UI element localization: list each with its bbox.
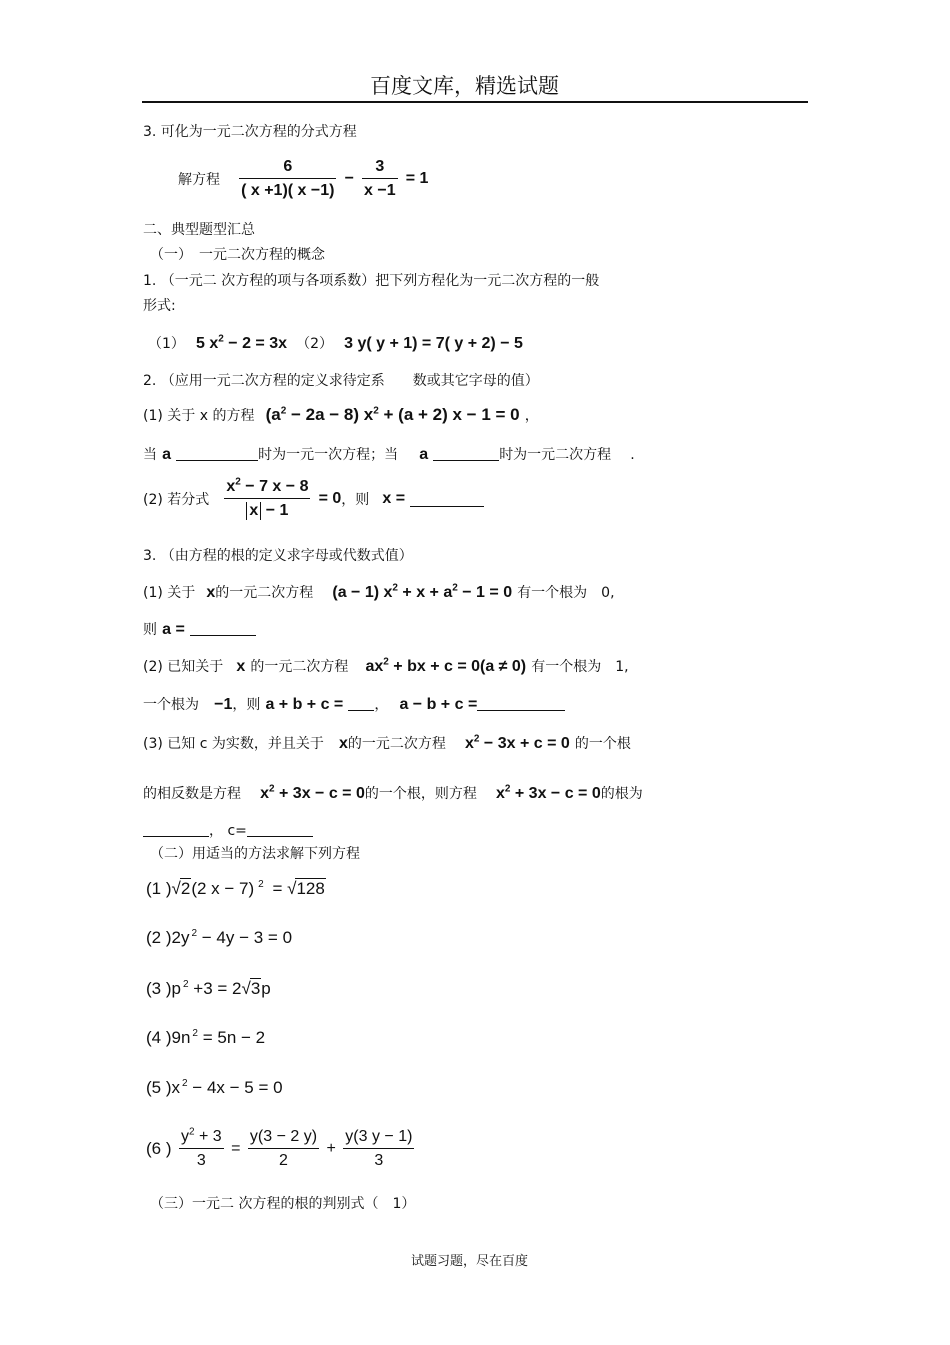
q3-part2-tail: 有一个根为 1, [531, 659, 629, 675]
q3-part3-l2b: 的一个根，则方程 [364, 786, 477, 802]
q3-part2-blank-2[interactable] [477, 696, 565, 711]
equation-2: (2 )2y $^2$ − 4y − 3 = 0 [146, 928, 293, 947]
q2-blank-linear[interactable] [176, 446, 258, 461]
q2-part2-blank[interactable] [410, 492, 484, 507]
q3-part3-answers [143, 820, 313, 840]
s3-equation [178, 158, 428, 200]
equation-5: (5 )x $^2$ − 4x − 5 = 0 [146, 1078, 283, 1097]
q2-heading: 2. （应用一元二次方程的定义求待定系 数或其它字母的值） [143, 373, 539, 389]
q3-part3-equation-3: $x^2 + 3x - c = 0$ [495, 783, 601, 802]
eq6-plus: + [326, 1140, 336, 1157]
q2-part1-equation: $(a^2 - 2a - 8) x^2 + (a + 2) x - 1 = 0$ [265, 405, 520, 424]
q3-part2-l2a: 一个根为 [143, 697, 199, 713]
equation-4: (4 )9n $^2$ = 5n − 2 [146, 1028, 266, 1047]
eq6-fraction-3: $\frac{y(3 y - 1)}{3}$ [345, 1128, 413, 1169]
q3-part3-l2a: 的相反数是方程 [143, 786, 241, 802]
q1-part1-label: （1） [148, 336, 185, 352]
q3-part2-l2b: ，则 [232, 697, 261, 713]
eq1-term: (2 x − 7) [191, 879, 255, 898]
q1-eq1: 5 $x^2 - 2 = 3x$ [196, 333, 287, 352]
q2-part2-eq-zero: = 0 [318, 490, 342, 507]
eq6-equals: = [231, 1140, 241, 1157]
q3-part3-l2c: 的根为 [600, 786, 643, 802]
equation-6 [146, 1128, 417, 1170]
q3-part3-equation-2: $x^2 + 3x - c = 0$ [260, 783, 365, 802]
q3-part3-mid: 的一元二次方程 [347, 736, 446, 752]
eq4-index: (4 ) [146, 1028, 172, 1047]
q3-part1-tail: 有一个根为 0, [517, 585, 615, 601]
s3-rhs: = 1 [405, 170, 429, 187]
q3-part2 [143, 656, 629, 676]
header-rule [142, 101, 808, 103]
q3-part1-label: (1) 关于 [143, 585, 196, 601]
q2-part1-tail: ， [524, 408, 539, 424]
q2-text-linear: 时为一元一次方程；当 [258, 447, 399, 463]
q3-part1-x: x [206, 584, 216, 601]
q2-part2-num: $x^2 - 7$ x − 8 [226, 476, 309, 495]
q3-part1 [143, 582, 615, 602]
eq5-index: (5 ) [146, 1078, 172, 1097]
page-header-title: 百度文库，精选试题 [370, 74, 559, 98]
eq1-index: (1 ) [146, 879, 172, 898]
eq6-fraction-1: $\frac{y^2 + 3}{3}$ [180, 1126, 222, 1169]
q3-part3-tail: 的一个根 [574, 736, 631, 752]
q3-part2-blank-1[interactable] [348, 696, 374, 711]
q2-part2-ze: ，则 [341, 492, 370, 508]
equation-1: (1 )√2(2 x − 7) $^2$ = √128 [146, 879, 325, 898]
section-3-heading: 3. 可化为一元二次方程的分式方程 [143, 124, 357, 140]
q1-line-2: 形式: [143, 298, 176, 314]
s3-minus: − [344, 170, 354, 187]
q2-a-1: a [162, 446, 171, 463]
q1-eq2: 3 y( y + 1) = 7( y + 2) − 5 [344, 335, 523, 352]
eq1-sqrt-2: √2 [171, 879, 191, 898]
s3-frac2-den: x −1 [362, 178, 398, 200]
subsection-2-heading: （二）用适当的方法求解下列方程 [150, 846, 360, 862]
s3-frac1-den: ( x +1)( x −1) [239, 178, 336, 200]
q2-dang-1: 当 [143, 447, 157, 463]
q3-part1-answer [143, 619, 256, 639]
eq2-index: (2 ) [146, 928, 172, 947]
s3-frac1-num: 6 [283, 158, 293, 175]
q2-part2 [143, 478, 484, 520]
q2-part1-label: (1) 关于 x 的方程 [143, 408, 255, 424]
q2-part2-x: x = [382, 490, 406, 507]
q2-part1-answer-line [143, 444, 635, 464]
s3-fraction-1 [239, 158, 336, 200]
q3-part3-line2 [143, 783, 643, 803]
page-footer-text: 试题习题，尽在百度 [411, 1254, 529, 1269]
q2-part2-den: x − 1 [224, 498, 310, 520]
q3-part3-x: x [338, 735, 348, 752]
q3-part3-label: (3) 已知 c 为实数，并且关于 [143, 736, 324, 752]
eq6-fraction-2: $\frac{y(3 - 2 y)}{2}$ [249, 1128, 318, 1169]
subsection-1-heading: （一） 一元二次方程的概念 [150, 247, 325, 263]
q1-line-1: 1. （一元二 次方程的项与各项系数）把下列方程化为一元二次方程的一般 [143, 273, 600, 289]
q2-part2-label: (2) 若分式 [143, 492, 210, 508]
eq6-index: (6 ) [146, 1139, 172, 1158]
eq3-sqrt-3: √3 [241, 979, 261, 998]
q3-part1-a-eq: a = [162, 621, 185, 638]
eq1-equals: = [272, 879, 283, 898]
q2-blank-quadratic[interactable] [433, 446, 499, 461]
eq1-sqrt-128: √128 [287, 879, 325, 898]
q1-part2-label: （2） [296, 336, 334, 352]
q3-part1-ze: 则 [143, 622, 157, 638]
s3-label: 解方程 [178, 172, 220, 188]
q3-part2-mid: 的一元二次方程 [250, 659, 349, 675]
q2-part1 [143, 405, 539, 425]
q3-part2-comma: ， [374, 697, 389, 713]
eq3-index: (3 ) [146, 979, 172, 998]
part-2-heading: 二、典型题型汇总 [143, 222, 255, 238]
q3-part1-equation: (a − 1) $x^2 + x + a^2 - 1 = 0$ [332, 582, 513, 601]
q3-part2-sum: a + b + c = [265, 696, 344, 713]
q3-part3-equation: $x^2 - 3x + c = 0$ [464, 733, 570, 752]
q1-equations [148, 333, 523, 353]
q3-part2-x: x [236, 658, 246, 675]
q3-part3 [143, 733, 631, 753]
q2-dot: . [630, 447, 635, 463]
q2-text-quadratic: 时为一元二次方程 [499, 447, 612, 463]
subsection-3-heading: （三）一元二 次方程的根的判别式（ 1） [150, 1196, 416, 1212]
q3-part3-c-label: ， c= [209, 823, 247, 839]
q3-part3-blank-roots[interactable] [143, 822, 209, 837]
q3-part3-blank-c[interactable] [247, 822, 313, 837]
equation-3: (3 )p $^2$ +3 = 2√3p [146, 979, 271, 998]
q3-part2-equation: $ax^2$ + bx + c = 0(a ≠ 0) [365, 656, 527, 675]
s3-frac2-num: 3 [375, 158, 385, 175]
q3-part2-line2 [143, 694, 565, 714]
q3-part1-mid: 的一元二次方程 [215, 585, 314, 601]
q2-a-2: a [419, 446, 429, 463]
q3-part2-minus-one: −1 [214, 696, 233, 713]
s3-fraction-2 [362, 158, 398, 200]
q3-part2-label: (2) 已知关于 [143, 659, 224, 675]
q2-part2-fraction [224, 478, 310, 520]
q3-heading: 3. （由方程的根的定义求字母或代数式值） [143, 548, 413, 564]
q3-part1-blank[interactable] [190, 621, 256, 636]
q3-part2-diff: a − b + c = [399, 696, 478, 713]
